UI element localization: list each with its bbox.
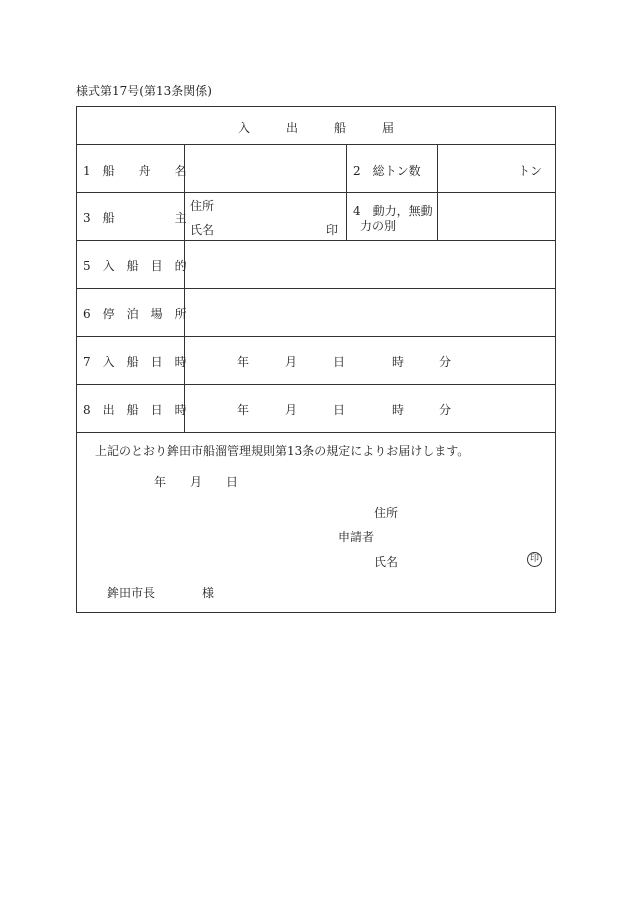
departure-hour: 時 bbox=[392, 403, 405, 417]
divider bbox=[77, 432, 555, 433]
applicant-label: 申請者 bbox=[338, 530, 375, 544]
ship-name-label: 1 船 舟 名 bbox=[83, 164, 187, 178]
shipowner-label: 3 船 主 bbox=[83, 211, 187, 225]
owner-address-label: 住所 bbox=[190, 199, 215, 213]
entry-datetime-label: 7 入 船 日 時 bbox=[83, 355, 187, 369]
entry-day: 日 bbox=[333, 355, 346, 369]
divider bbox=[77, 384, 555, 385]
notification-form bbox=[76, 106, 556, 613]
form-number-label: 様式第17号(第13条関係) bbox=[76, 84, 212, 98]
entry-month: 月 bbox=[285, 355, 298, 369]
submission-year: 年 bbox=[154, 475, 167, 489]
departure-year: 年 bbox=[237, 403, 250, 417]
propulsion-label-line1: 4 動力，無動 bbox=[353, 204, 433, 218]
departure-month: 月 bbox=[285, 403, 298, 417]
berth-place-label: 6 停 泊 場 所 bbox=[83, 307, 187, 321]
applicant-name-label: 氏名 bbox=[374, 555, 399, 569]
gross-tonnage-label: 2 総トン数 bbox=[353, 164, 421, 178]
submission-day: 日 bbox=[226, 475, 239, 489]
divider bbox=[77, 240, 555, 241]
form-title: 入 出 船 届 bbox=[237, 121, 394, 135]
divider bbox=[77, 192, 555, 193]
entry-year: 年 bbox=[237, 355, 250, 369]
seal-mark: 印 bbox=[527, 552, 542, 567]
honorific-label: 様 bbox=[202, 586, 215, 600]
divider bbox=[346, 144, 347, 240]
applicant-address-label: 住所 bbox=[374, 506, 399, 520]
divider bbox=[77, 336, 555, 337]
divider bbox=[77, 288, 555, 289]
declaration-statement: 上記のとおり鉾田市船溜管理規則第13条の規定によりお届けします。 bbox=[95, 444, 470, 458]
departure-day: 日 bbox=[333, 403, 346, 417]
addressee-label: 鉾田市長 bbox=[107, 586, 156, 600]
divider bbox=[437, 144, 438, 240]
owner-seal-label: 印 bbox=[326, 223, 339, 237]
divider bbox=[77, 144, 555, 145]
departure-minute: 分 bbox=[439, 403, 452, 417]
entry-purpose-label: 5 入 船 目 的 bbox=[83, 259, 187, 273]
propulsion-label-line2: 力の別 bbox=[360, 219, 397, 233]
owner-name-label: 氏名 bbox=[190, 223, 215, 237]
entry-hour: 時 bbox=[392, 355, 405, 369]
entry-minute: 分 bbox=[439, 355, 452, 369]
submission-month: 月 bbox=[190, 475, 203, 489]
departure-datetime-label: 8 出 船 日 時 bbox=[83, 403, 187, 417]
divider bbox=[184, 144, 185, 432]
tonnage-unit: トン bbox=[518, 164, 543, 178]
